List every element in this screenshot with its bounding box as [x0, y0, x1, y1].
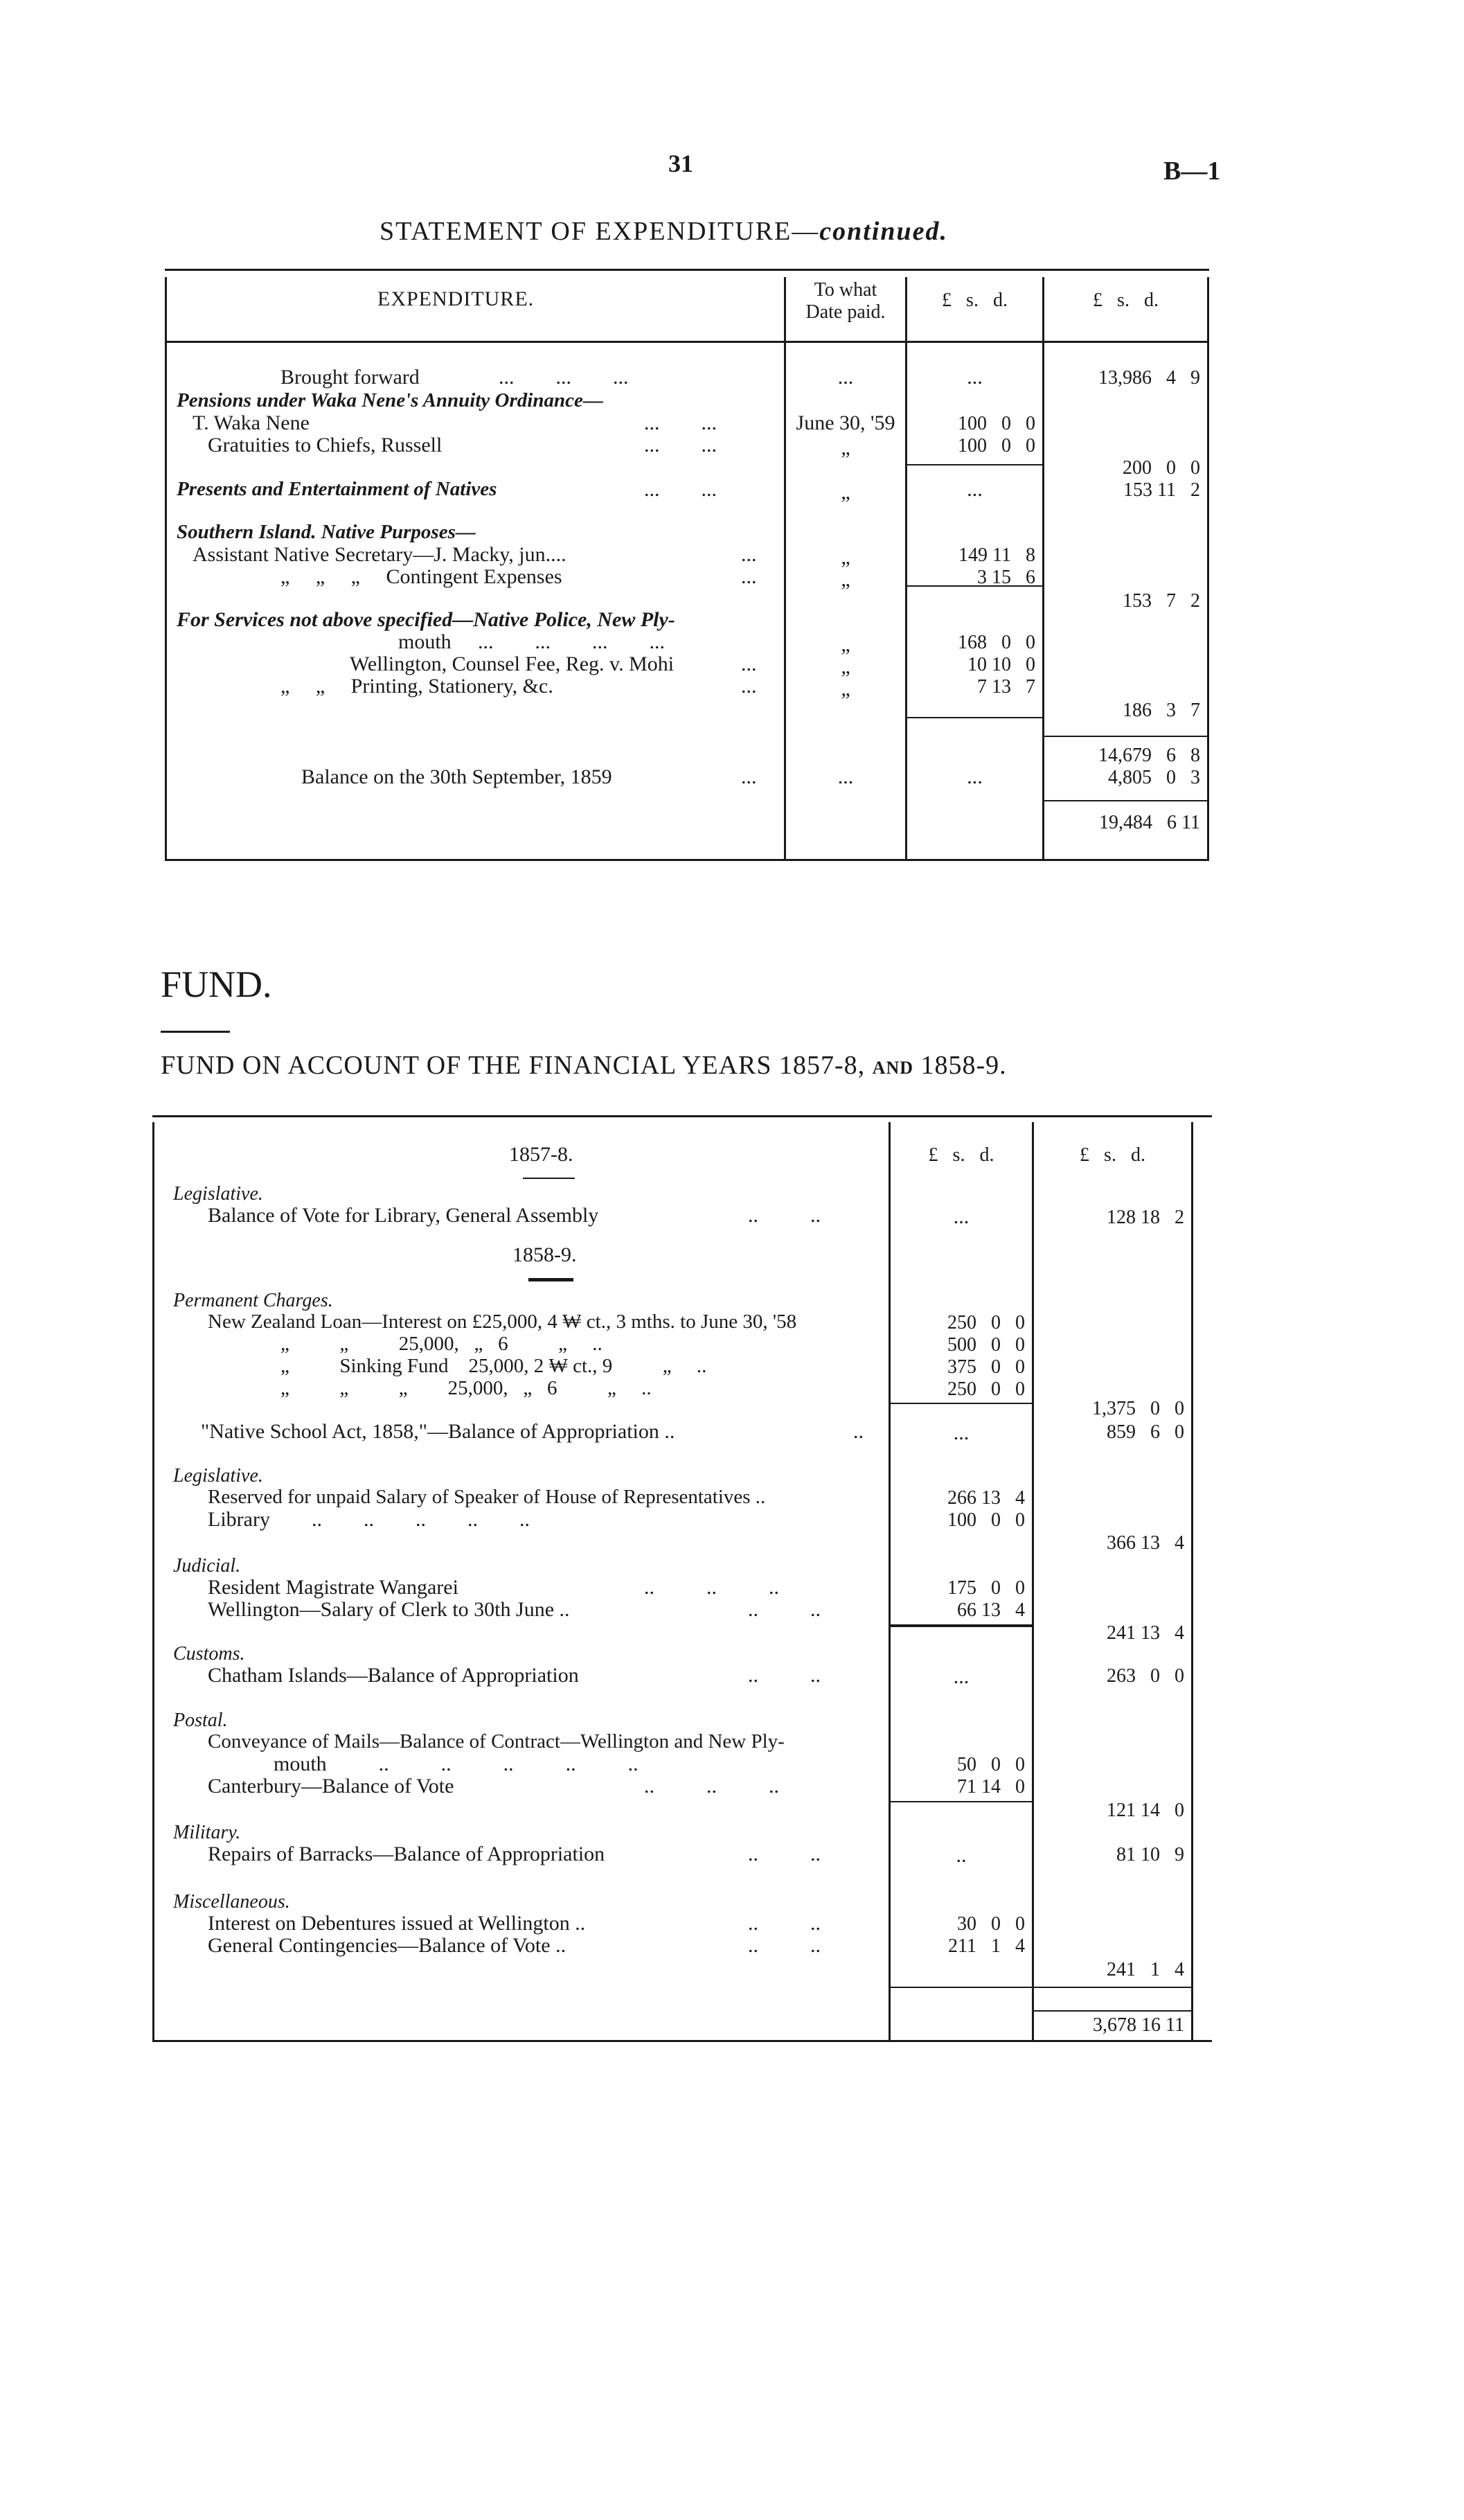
section-customs: Customs. — [173, 1643, 245, 1665]
table2-col-divider-2 — [1032, 1122, 1034, 2040]
fund-title — [161, 1050, 1007, 1081]
row-debentures-dots: .. .. — [748, 1912, 821, 1935]
row-chatham-dots: .. .. — [748, 1664, 821, 1687]
row-contingent-dots: ... — [741, 565, 757, 588]
header-date-line2: Date paid. — [805, 301, 886, 323]
row-mails-label: Conveyance of Mails—Balance of Contract—Wellington and New Ply- — [208, 1730, 785, 1753]
row-balance-date: ... — [837, 765, 854, 788]
page-number: 31 — [668, 150, 693, 177]
row-brought-forward-c1: ... — [967, 366, 983, 389]
row-subtotal-misc: 241 1 4 — [1107, 1959, 1184, 1980]
fund-heading-rule — [161, 1031, 230, 1033]
t2-header-lsd-1: £ s. d. — [928, 1144, 994, 1166]
row-general-contingencies-c1: 211 1 4 — [948, 1935, 1025, 1957]
row-subtotal-judicial: 241 13 4 — [1107, 1622, 1184, 1644]
row-mouth-c1: 168 0 0 — [958, 632, 1035, 653]
row-total: 14,679 6 8 — [1098, 745, 1200, 766]
row-services-text: For Services not above specified—Native Police, New Ply- — [177, 608, 675, 631]
row-macky-c1: 149 11 8 — [958, 544, 1035, 566]
row-balance-dots: ... — [741, 765, 757, 788]
row-balance-label: Balance on the 30th September, 1859 — [301, 765, 612, 788]
row-wellington-c1: 10 10 0 — [967, 654, 1035, 675]
row-subtotal-permanent: 1,375 0 0 — [1092, 1398, 1184, 1419]
section-legislative-2: Legislative. — [173, 1465, 263, 1487]
row-speaker-salary: Reserved for unpaid Salary of Speaker of House of Representatives .. — [208, 1486, 766, 1508]
table1-subtotal-rule-1 — [905, 464, 1044, 465]
row-canterbury-label: Canterbury—Balance of Vote — [208, 1775, 454, 1798]
row-presents-date: „ — [841, 481, 850, 504]
row-nene-c1: 100 0 0 — [958, 413, 1035, 434]
row-gratuities-dots: ... ... — [644, 434, 717, 456]
row-clerk-c1: 66 13 4 — [957, 1599, 1025, 1621]
table1-top-rule — [165, 269, 1209, 271]
row-wellington-label: Wellington, Counsel Fee, Reg. v. Mohi — [350, 653, 675, 675]
row-general-contingencies-dots: .. .. — [748, 1934, 821, 1957]
row-presents-dots: ... ... — [644, 478, 717, 501]
row-fund-grand-total: 3,678 16 11 — [1093, 2014, 1184, 2036]
row-chatham-c1: ... — [953, 1665, 970, 1688]
row-printing-c1: 7 13 7 — [977, 676, 1035, 698]
row-canterbury-c1: 71 14 0 — [957, 1776, 1025, 1798]
row-general-contingencies-label: General Contingencies—Balance of Vote .. — [208, 1934, 566, 1957]
row-mouth-dots: ... ... ... ... — [478, 630, 665, 653]
row-native-school-c1: ... — [953, 1421, 970, 1444]
row-presents-c2: 153 11 2 — [1123, 479, 1200, 501]
row-macky-label: Assistant Native Secretary—J. Macky, jun.... — [193, 543, 566, 566]
row-subtotal-postal: 121 14 0 — [1107, 1800, 1184, 1821]
section-pensions: Pensions under Waka Nene's Annuity Ordinance— — [177, 389, 603, 411]
row-gratuities-date: „ — [841, 436, 850, 459]
row-sinking-fund-2: „ „ „ 25,000, „ 6 „ .. — [280, 1377, 652, 1399]
row-subtotal-legislative: 366 13 4 — [1107, 1532, 1184, 1554]
table2-top-rule — [152, 1115, 1212, 1117]
row-printing-label: „ „ Printing, Stationery, &c. — [280, 675, 553, 698]
t2-subtotal-rule-e — [891, 1987, 1191, 1988]
row-clerk-dots: .. .. — [748, 1598, 821, 1621]
table1-bottom-rule — [165, 859, 1209, 861]
row-sinking-fund: „ Sinking Fund 25,000, 2 ₩ ct., 9 „ .. — [280, 1355, 707, 1377]
header-date-paid — [786, 279, 905, 323]
table1-grand-rule — [1042, 800, 1208, 801]
row-nz-loan-2-c1: 500 0 0 — [947, 1334, 1025, 1356]
row-contingent-label: „ „ „ Contingent Expenses — [280, 565, 562, 588]
row-wellington-dots: ... — [741, 653, 757, 675]
row-subtotal-3: 186 3 7 — [1123, 700, 1200, 721]
row-native-school-dots: .. — [853, 1420, 864, 1443]
row-library-assembly-label: Balance of Vote for Library, General Assembly — [208, 1204, 599, 1227]
header-expenditure: EXPENDITURE. — [377, 287, 535, 310]
row-chatham-c2: 263 0 0 — [1107, 1665, 1184, 1687]
fund-heading: FUND. — [161, 964, 272, 1005]
row-sinking-fund-c1: 375 0 0 — [947, 1356, 1025, 1378]
row-barracks-c2: 81 10 9 — [1116, 1844, 1184, 1865]
table1-header-rule — [165, 341, 1209, 343]
row-wangarei-dots: .. .. .. — [644, 1576, 779, 1599]
year-1858-9: 1858-9. — [512, 1243, 577, 1266]
header-lsd-1: £ s. d. — [942, 290, 1008, 311]
section-legislative-1: Legislative. — [173, 1183, 263, 1205]
t2-grand-rule — [1034, 2010, 1191, 2012]
t2-subtotal-rule-c — [891, 1624, 1032, 1627]
row-library-assembly-dots: .. .. — [748, 1204, 821, 1227]
row-presents-label: Presents and Entertainment of Natives — [177, 478, 497, 500]
table1-total-rule — [1042, 736, 1208, 737]
row-barracks-label: Repairs of Barracks—Balance of Appropriation — [208, 1843, 605, 1865]
row-macky-date: „ — [841, 546, 850, 569]
fund-title-year: 1858-9. — [920, 1051, 1007, 1080]
table2-right-border — [1191, 1122, 1193, 2040]
row-wangarei-c1: 175 0 0 — [947, 1577, 1025, 1599]
row-nz-loan-2: „ „ 25,000, „ 6 „ .. — [280, 1333, 602, 1355]
row-speaker-salary-c1: 266 13 4 — [947, 1487, 1025, 1509]
year-1857-8: 1857-8. — [509, 1143, 573, 1166]
row-macky-dots: ... — [741, 543, 757, 566]
table1-left-border — [165, 277, 167, 859]
row-library-2: Library .. .. .. .. .. — [208, 1508, 530, 1531]
row-gratuities-label: Gratuities to Chiefs, Russell — [208, 434, 443, 456]
row-barracks-c1: .. — [956, 1844, 967, 1867]
t2-subtotal-rule-a — [891, 1403, 1032, 1404]
row-native-school-act: "Native School Act, 1858,"—Balance of Appropriation .. — [201, 1420, 675, 1443]
header-date-line1: To what — [814, 279, 877, 301]
row-debentures-label: Interest on Debentures issued at Wellington .. — [208, 1912, 586, 1935]
statement-title-main: STATEMENT OF EXPENDITURE— — [380, 217, 820, 246]
row-library-2-c1: 100 0 0 — [947, 1509, 1025, 1531]
row-debentures-c1: 30 0 0 — [957, 1913, 1025, 1935]
section-judicial: Judicial. — [173, 1555, 241, 1577]
table2-bottom-rule — [152, 2040, 1212, 2042]
row-library-assembly-c1: ... — [953, 1205, 970, 1228]
row-gratuities-c1: 100 0 0 — [958, 435, 1035, 456]
row-balance-c2: 4,805 0 3 — [1108, 767, 1200, 788]
row-contingent-date: „ — [841, 568, 850, 591]
row-brought-forward-c2: 13,986 4 9 — [1098, 367, 1200, 389]
row-wellington-date: „ — [841, 655, 850, 678]
statement-title-continued: continued. — [819, 217, 949, 246]
section-permanent-charges: Permanent Charges. — [173, 1290, 333, 1311]
row-library-assembly-c2: 128 18 2 — [1107, 1207, 1184, 1228]
row-brought-forward-date: ... — [837, 366, 854, 389]
row-mouth-date: „ — [841, 633, 850, 656]
row-nene-label: T. Waka Nene — [193, 411, 310, 434]
header-lsd-2: £ s. d. — [1093, 290, 1159, 311]
table2-left-border — [152, 1122, 154, 2040]
row-nz-loan-interest-c1: 250 0 0 — [947, 1312, 1025, 1333]
row-services-label — [177, 608, 675, 632]
year-1857-8-rule — [523, 1178, 575, 1179]
document-code: B—1 — [1163, 157, 1221, 186]
row-nz-loan-interest: New Zealand Loan—Interest on £25,000, 4 ₩ ct., 3 mths. to June 30, '58 — [208, 1311, 797, 1333]
row-brought-forward-dots: ... ... ... — [499, 366, 629, 389]
row-mails-mouth: mouth .. .. .. .. .. — [274, 1753, 639, 1775]
table1-subtotal-rule-3 — [905, 717, 1044, 718]
row-nene-date: June 30, '59 — [796, 411, 895, 434]
row-canterbury-dots: .. .. .. — [644, 1775, 779, 1798]
row-mails-c1: 50 0 0 — [957, 1754, 1025, 1775]
row-native-school-c2: 859 6 0 — [1107, 1421, 1184, 1443]
row-contingent-c1: 3 15 6 — [977, 567, 1035, 588]
section-southern-island: Southern Island. Native Purposes— — [177, 521, 476, 543]
row-printing-date: „ — [841, 677, 850, 700]
row-barracks-dots: .. .. — [748, 1843, 821, 1865]
statement-title — [380, 216, 948, 247]
section-military: Military. — [173, 1822, 241, 1843]
row-wangarei-label: Resident Magistrate Wangarei — [208, 1576, 458, 1599]
year-1858-9-rule — [528, 1278, 573, 1281]
t2-header-lsd-2: £ s. d. — [1080, 1144, 1145, 1166]
row-sinking-fund-2-c1: 250 0 0 — [947, 1378, 1025, 1400]
row-subtotal-2: 153 7 2 — [1123, 590, 1200, 612]
row-grand-total: 19,484 6 11 — [1099, 812, 1200, 833]
row-clerk-label: Wellington—Salary of Clerk to 30th June .. — [208, 1598, 570, 1621]
row-nene-dots: ... ... — [644, 411, 717, 434]
row-mouth-label: mouth — [398, 630, 452, 653]
row-presents-c1: ... — [967, 478, 983, 501]
fund-title-main: FUND ON ACCOUNT OF THE FINANCIAL YEARS 1857-8, — [161, 1051, 866, 1080]
row-chatham-label: Chatham Islands—Balance of Appropriation — [208, 1664, 579, 1687]
section-postal: Postal. — [173, 1710, 228, 1731]
row-brought-forward-label: Brought forward — [280, 366, 420, 389]
fund-title-and: AND — [872, 1058, 914, 1078]
row-balance-c1: ... — [967, 765, 983, 788]
table1-right-border — [1207, 277, 1209, 859]
row-subtotal-1: 200 0 0 — [1123, 457, 1200, 479]
t2-subtotal-rule-d — [891, 1801, 1032, 1802]
section-miscellaneous: Miscellaneous. — [173, 1891, 290, 1913]
row-printing-dots: ... — [741, 675, 757, 698]
